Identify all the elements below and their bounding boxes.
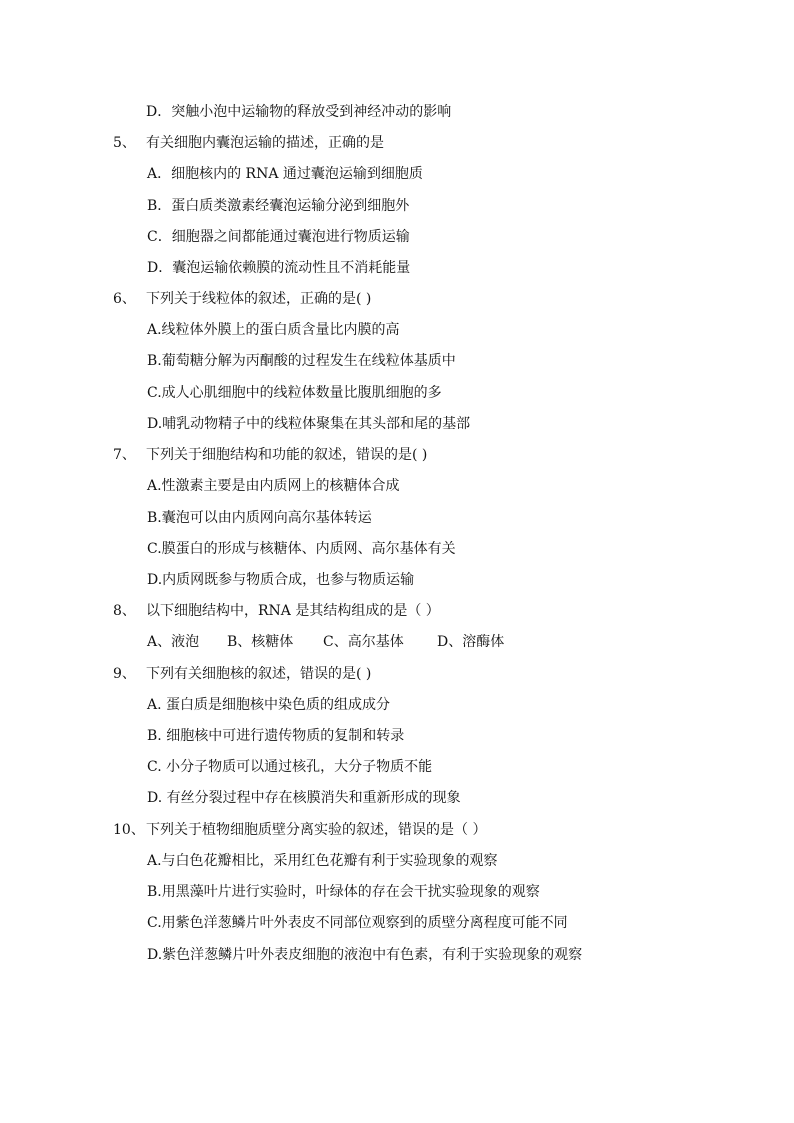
question-number: 9、	[113, 666, 136, 682]
question-stem: 下列关于细胞结构和功能的叙述，错误的是( )	[146, 447, 428, 463]
option-c: C．细胞器之间都能通过囊泡进行物质运输	[147, 229, 410, 245]
option-d: D.哺乳动物精子中的线粒体聚集在其头部和尾的基部	[147, 416, 471, 432]
question-number: 6、	[113, 291, 136, 307]
option-a: A、液泡	[147, 634, 200, 650]
option-b: B.用黑藻叶片进行实验时，叶绿体的存在会干扰实验现象的观察	[147, 884, 540, 900]
option-b: B.囊泡可以由内质网向高尔基体转运	[147, 510, 372, 526]
option-d: D、溶酶体	[437, 634, 505, 650]
question-stem: 下列有关细胞核的叙述，错误的是( )	[146, 666, 372, 682]
option-b: B．蛋白质类激素经囊泡运输分泌到细胞外	[147, 198, 410, 214]
option-d: D.内质网既参与物质合成，也参与物质运输	[147, 572, 415, 588]
question-stem: 下列关于植物细胞质壁分离实验的叙述，错误的是（ ）	[146, 822, 487, 838]
option-d: D.紫色洋葱鳞片叶外表皮细胞的液泡中有色素，有利于实验现象的观察	[147, 947, 583, 963]
option-c: C.成人心肌细胞中的线粒体数量比腹肌细胞的多	[147, 385, 442, 401]
option-b: B、核糖体	[227, 634, 294, 650]
option-d: D．囊泡运输依赖膜的流动性且不消耗能量	[147, 260, 411, 276]
option-a: A.与白色花瓣相比，采用红色花瓣有利于实验现象的观察	[147, 853, 498, 869]
option-a: A．细胞核内的 RNA 通过囊泡运输到细胞质	[147, 166, 423, 182]
option-c: C.膜蛋白的形成与核糖体、内质网、高尔基体有关	[147, 541, 456, 557]
option-a: A.线粒体外膜上的蛋白质含量比内膜的高	[147, 322, 400, 338]
inline-options	[147, 633, 504, 651]
option-c: C.用紫色洋葱鳞片叶外表皮不同部位观察到的质壁分离程度可能不同	[147, 915, 568, 931]
question-stem: 下列关于线粒体的叙述，正确的是( )	[146, 291, 372, 307]
option-a: A. 蛋白质是细胞核中染色质的组成成分	[147, 697, 391, 713]
question-number: 10、	[113, 822, 145, 838]
question-number: 7、	[113, 447, 136, 463]
question-number: 5、	[113, 135, 136, 151]
option-a: A.性激素主要是由内质网上的核糖体合成	[147, 478, 400, 494]
question-stem: 有关细胞内囊泡运输的描述，正确的是	[146, 135, 384, 151]
option-c: C、高尔基体	[323, 634, 404, 650]
question-stem: 以下细胞结构中，RNA 是其结构组成的是（ ）	[146, 603, 440, 619]
option-b: B.葡萄糖分解为丙酮酸的过程发生在线粒体基质中	[147, 353, 456, 369]
question-number: 8、	[113, 603, 136, 619]
option-c: C. 小分子物质可以通过核孔，大分子物质不能	[147, 759, 433, 775]
option-d: D. 有丝分裂过程中存在核膜消失和重新形成的现象	[147, 790, 461, 806]
option-b: B. 细胞核中可进行遗传物质的复制和转录	[147, 728, 405, 744]
prev-question-option-d: D．突触小泡中运输物的释放受到神经冲动的影响	[146, 104, 452, 120]
